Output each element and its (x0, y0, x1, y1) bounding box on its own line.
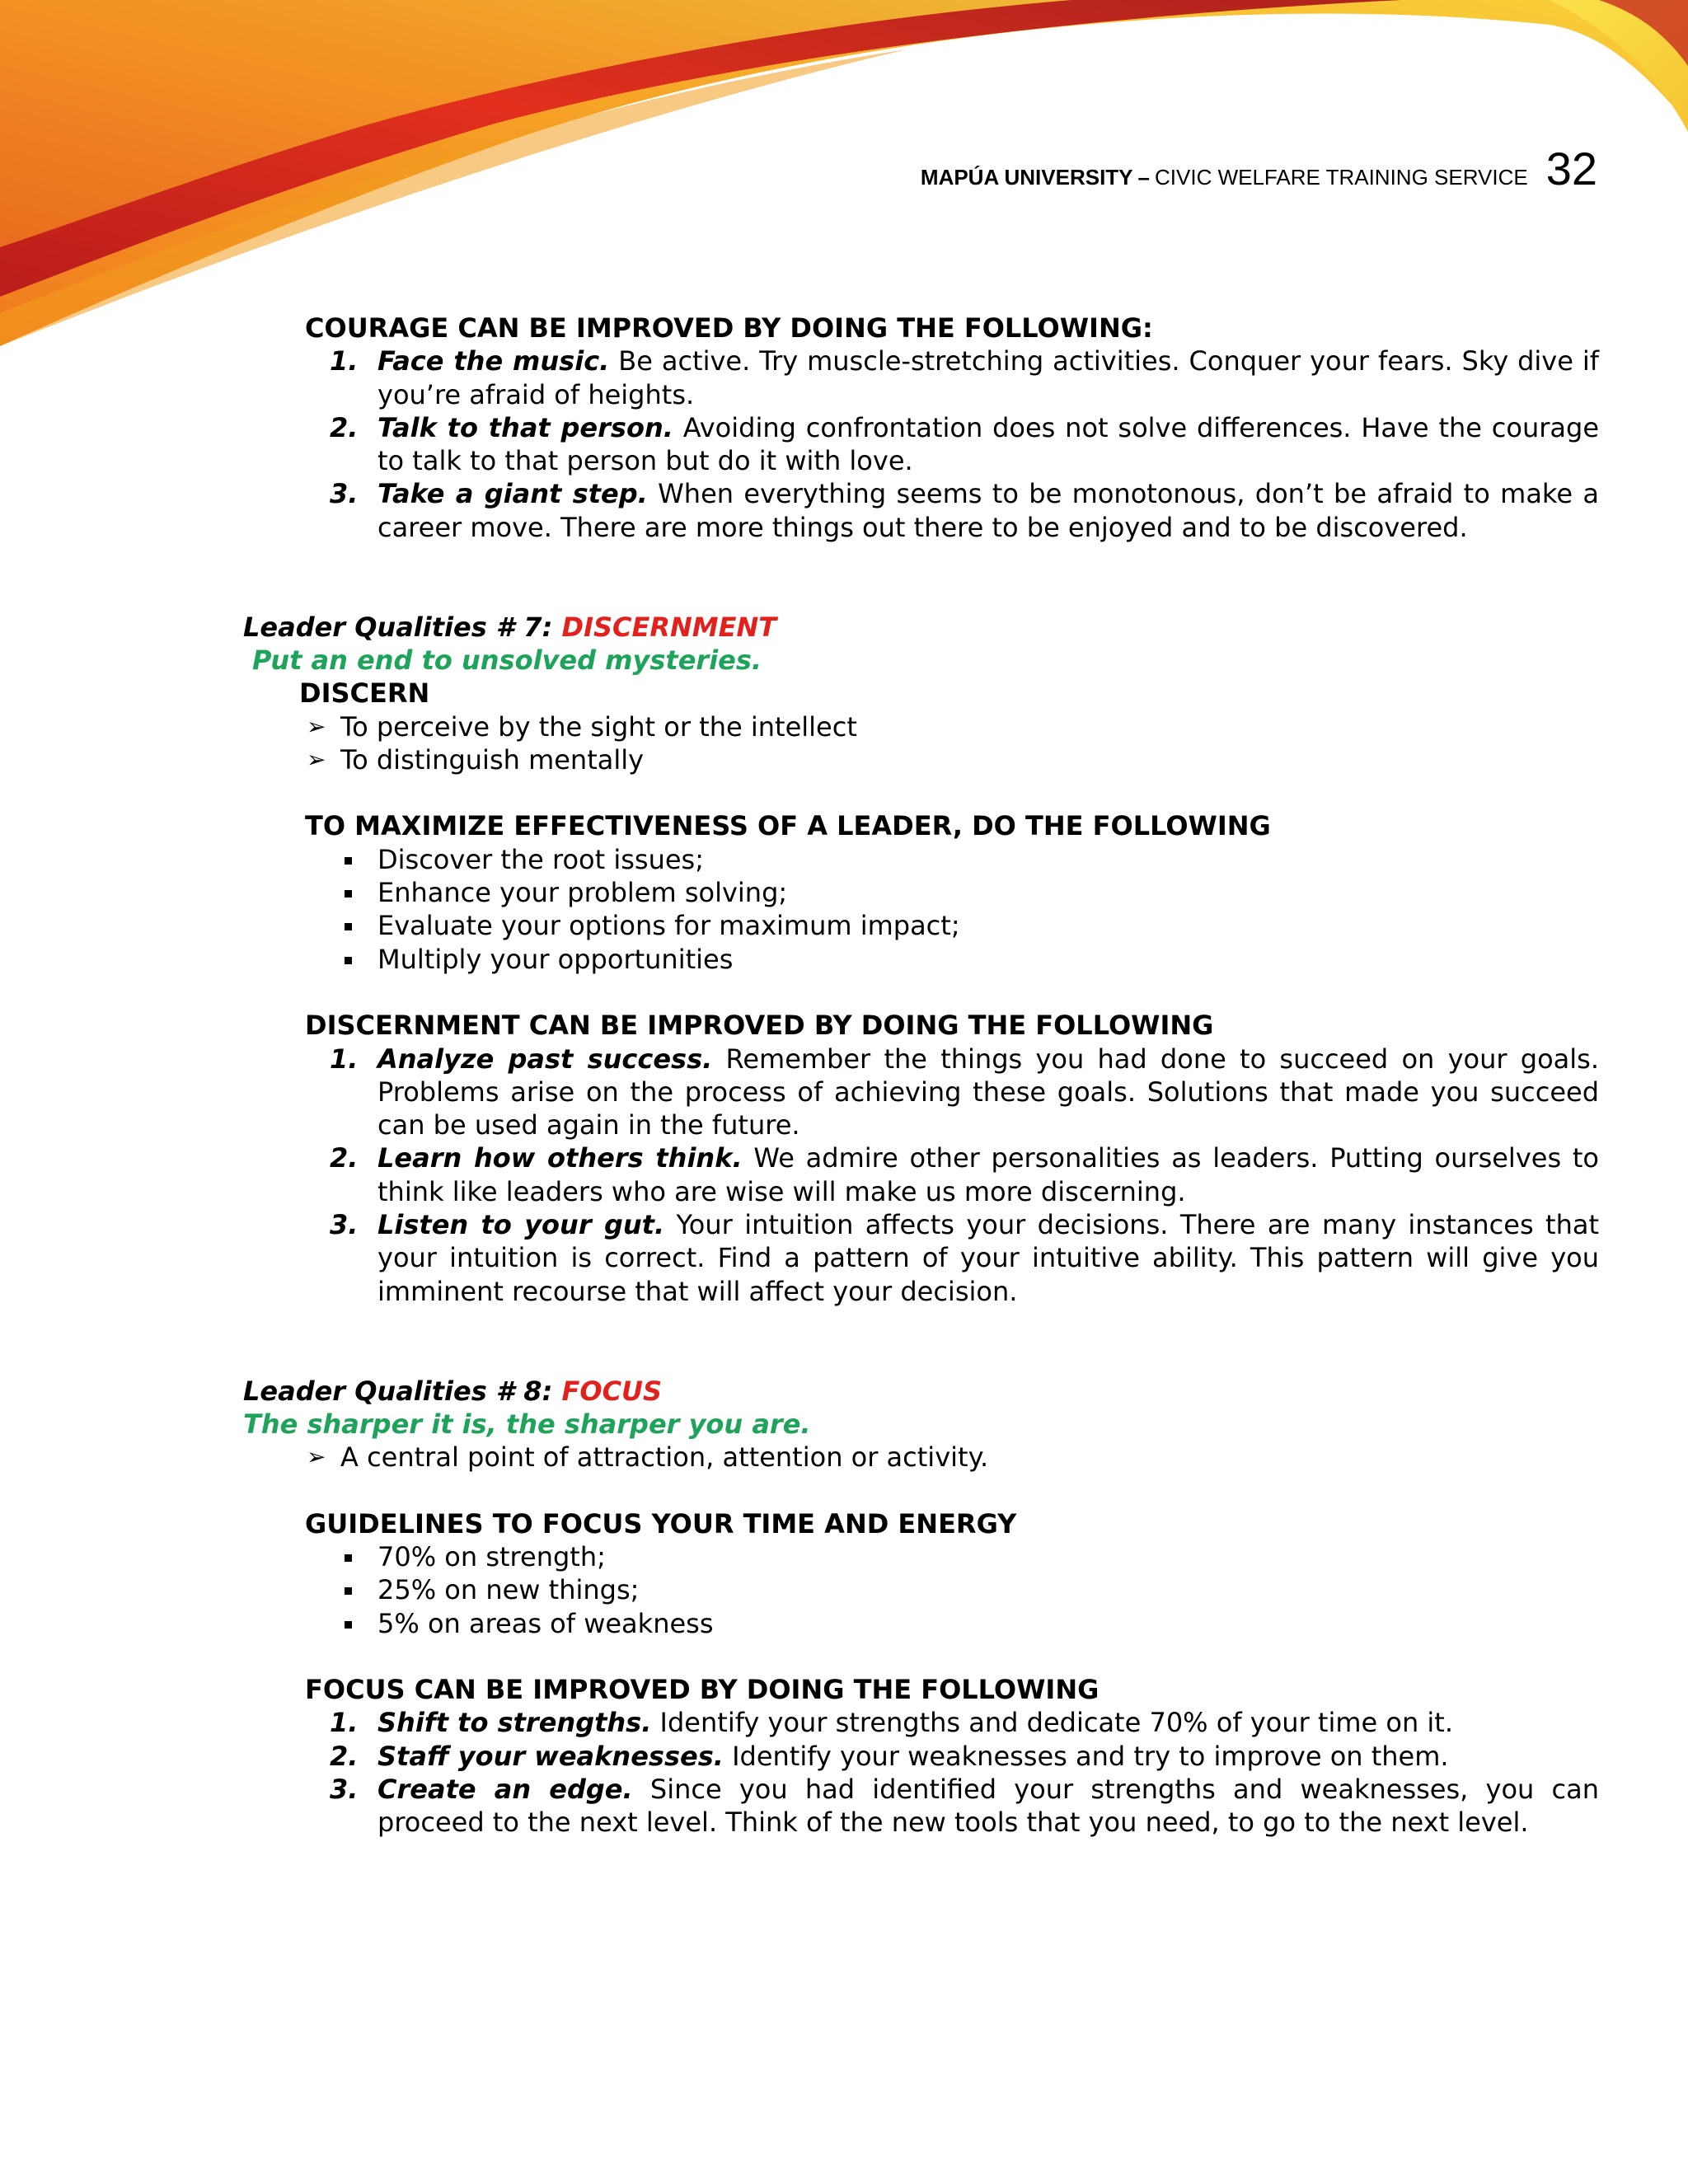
quality-8-name: FOCUS (561, 1375, 663, 1407)
list-item: Evaluate your options for maximum impact; (0, 909, 1688, 942)
quality-8-tagline: The sharper it is, the sharper you are. (243, 1408, 811, 1440)
list-item: 2. Talk to that person. Avoiding confrontation does not solve differences. Have the courage to talk to that person but do it with love. (330, 411, 1600, 477)
maximize-list (0, 843, 1688, 976)
discern-definitions (0, 710, 1688, 777)
list-item: 1. Analyze past success. Remember the things you had done to succeed on your goals. Problems arise on the process of achieving these goals. Solutions that made you succeed can be used again in the future. (330, 1043, 1600, 1141)
arrow-bullet-icon: ➢ (307, 712, 326, 740)
focus-improve-heading: FOCUS CAN BE IMPROVED BY DOING THE FOLLOWING (305, 1674, 1100, 1706)
list-item: 3. Take a giant step. When everything seems to be monotonous, don’t be afraid to make a career move. There are more things out there to be enjoyed and to be discovered. (330, 478, 1599, 543)
header-dash: – (1137, 165, 1150, 190)
list-item: 1. Face the music. Be active. Try muscle-stretching activities. Conquer your fears. Sky dive if you’re afraid of heights. (330, 345, 1600, 410)
maximize-heading: TO MAXIMIZE EFFECTIVENESS OF A LEADER, DO THE FOLLOWING (305, 810, 1271, 842)
list-item: 5% on areas of weakness (0, 1607, 1688, 1640)
list-item: 70% on strength; (0, 1540, 1688, 1573)
list-item: 2. Learn how others think. We admire other personalities as leaders. Putting ourselves to think like leaders who are wise will make us more discerning. (330, 1142, 1600, 1207)
list-item: 2. Staff your weaknesses. Identify your weaknesses and try to improve on them. (330, 1740, 1449, 1772)
square-bullet-icon (345, 857, 352, 865)
list-item: Discover the root issues; (0, 843, 1688, 876)
quality-7-title: Leader Qualities # 7: DISCERNMENT (243, 611, 777, 643)
program-name: CIVIC WELFARE TRAINING SERVICE (1155, 165, 1528, 190)
discernment-improve-heading: DISCERNMENT CAN BE IMPROVED BY DOING THE FOLLOWING (305, 1010, 1214, 1042)
list-item: ➢ A central point of attraction, attention or activity. (307, 1441, 989, 1474)
discern-term: DISCERN (299, 677, 430, 710)
list-item: Enhance your problem solving; (0, 876, 1688, 909)
university-name: MAPÚA UNIVERSITY (920, 165, 1133, 190)
list-item: ➢ To perceive by the sight or the intellect (307, 710, 857, 743)
discernment-improve-list (0, 1043, 1688, 1308)
quality-8-title: Leader Qualities # 8: FOCUS (243, 1375, 663, 1407)
page-header (921, 142, 1597, 195)
guidelines-list (0, 1540, 1688, 1640)
list-item: Multiply your opportunities (0, 943, 1688, 976)
square-bullet-icon (345, 1587, 352, 1595)
courage-improve-heading: COURAGE CAN BE IMPROVED BY DOING THE FOLLOWING: (305, 312, 1153, 344)
list-item: 3. Create an edge. Since you had identified your strengths and weaknesses, you can proceed to the next level. Think of the new tools that you need, to go to the next level. (330, 1774, 1600, 1839)
square-bullet-icon (345, 890, 352, 898)
guidelines-heading: GUIDELINES TO FOCUS YOUR TIME AND ENERGY (305, 1507, 1017, 1540)
list-item: 3. Listen to your gut. Your intuition affects your decisions. There are many instances that your intuition is correct. Find a pattern of your intuitive ability. This pattern will give you imminent recourse that will affect your decision. (330, 1209, 1600, 1307)
square-bullet-icon (345, 923, 352, 930)
arrow-bullet-icon: ➢ (307, 1443, 326, 1471)
quality-7-name: DISCERNMENT (561, 611, 777, 643)
focus-definitions (0, 1441, 1688, 1474)
list-item: ➢ To distinguish mentally (307, 743, 645, 776)
quality-7-tagline: Put an end to unsolved mysteries. (252, 644, 762, 676)
arrow-bullet-icon: ➢ (307, 745, 326, 773)
square-bullet-icon (345, 957, 352, 964)
square-bullet-icon (345, 1554, 352, 1562)
square-bullet-icon (345, 1621, 352, 1629)
focus-improve-list (0, 1706, 1688, 1839)
page-number: 32 (1545, 143, 1597, 194)
courage-improve-list (0, 344, 1688, 544)
page-content (0, 312, 1688, 1840)
list-item: 25% on new things; (0, 1573, 1688, 1606)
list-item: 1. Shift to strengths. Identify your strengths and dedicate 70% of your time on it. (330, 1707, 1453, 1739)
